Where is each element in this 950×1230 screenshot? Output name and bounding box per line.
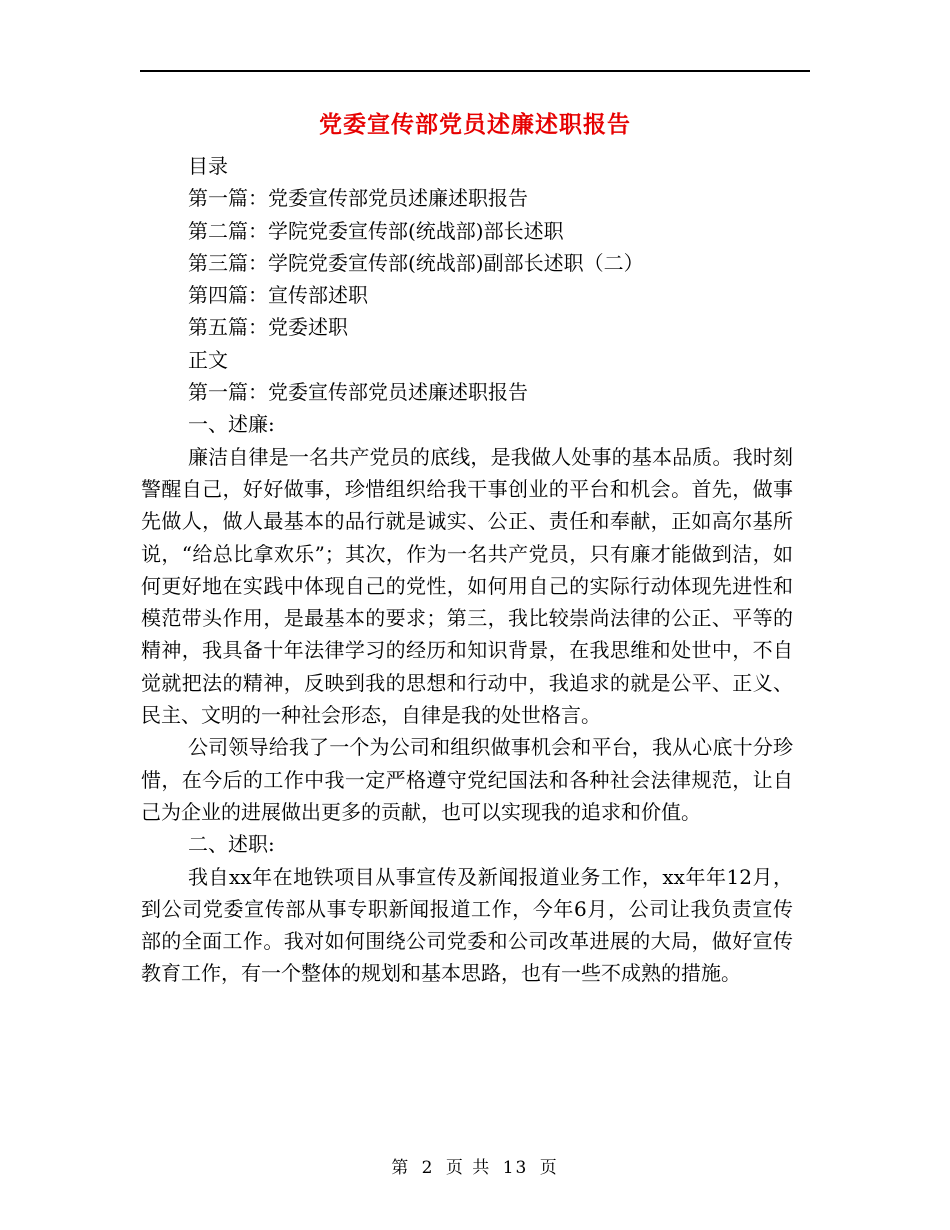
toc-item-5: 第五篇：党委述职 (188, 315, 348, 340)
page-number: 2 (421, 1158, 435, 1178)
page-mid: 页 共 (445, 1158, 492, 1178)
paragraph-1: 廉洁自律是一名共产党员的底线，是我做人处事的基本品质。我时刻警醒自己，好好做事，珍惜组织给我干事创业的平台和机会。首先，做事先做人，做人最基本的品行就是诚实、公正、责任和奉献，正如高尔基所说，“给总比拿欢乐”；其次，作为一名共产党员，只有廉才能做到洁，如何更好地在实践中体现自己的党性，如何用自己的实际行动体现先进性和模范带头作用，是最基本的要求；第三，我比较崇尚法律的公正、平等的精神，我具备十年法律学习的经历和知识背景，在我思维和处世中，不自觉就把法的精神，反映到我的思想和行动中，我追求的就是公平、正义、民主、文明的一种社会形态，自律是我的处世格言。 (141, 444, 793, 728)
body-heading: 正文 (188, 347, 228, 372)
toc-item-1: 第一篇：党委宣传部党员述廉述职报告 (188, 186, 528, 211)
toc-item-4: 第四篇：宣传部述职 (188, 283, 368, 308)
page-total: 13 (502, 1158, 529, 1178)
header-rule (140, 70, 810, 72)
page-suffix: 页 (539, 1158, 559, 1178)
chapter-title: 第一篇：党委宣传部党员述廉述职报告 (188, 380, 528, 405)
document-title: 党委宣传部党员述廉述职报告 (319, 111, 631, 138)
toc-item-2: 第二篇：学院党委宣传部(统战部)部长述职 (188, 218, 564, 243)
section-heading-2: 二、述职: (188, 832, 275, 857)
paragraph-2: 公司领导给我了一个为公司和组织做事机会和平台，我从心底十分珍惜，在今后的工作中我一定严格遵守党纪国法和各种社会法律规范，让自己为企业的进展做出更多的贡献，也可以实现我的追求和价值。 (141, 735, 793, 824)
paragraph-3: 我自xx年在地铁项目从事宣传及新闻报道业务工作，xx年年12月，到公司党委宣传部从事专职新闻报道工作，今年6月，公司让我负责宣传部的全面工作。我对如何围绕公司党委和公司改革进展的大局，做好宣传教育工作，有一个整体的规划和基本思路，也有一些不成熟的措施。 (141, 864, 793, 986)
document-body (141, 150, 793, 990)
toc-item-3: 第三篇：学院党委宣传部(统战部)副部长述职（二） (188, 250, 644, 275)
section-heading-1: 一、述廉: (188, 412, 275, 437)
toc-heading: 目录 (188, 154, 228, 178)
page-footer (0, 1153, 950, 1178)
page-prefix: 第 (391, 1158, 411, 1178)
